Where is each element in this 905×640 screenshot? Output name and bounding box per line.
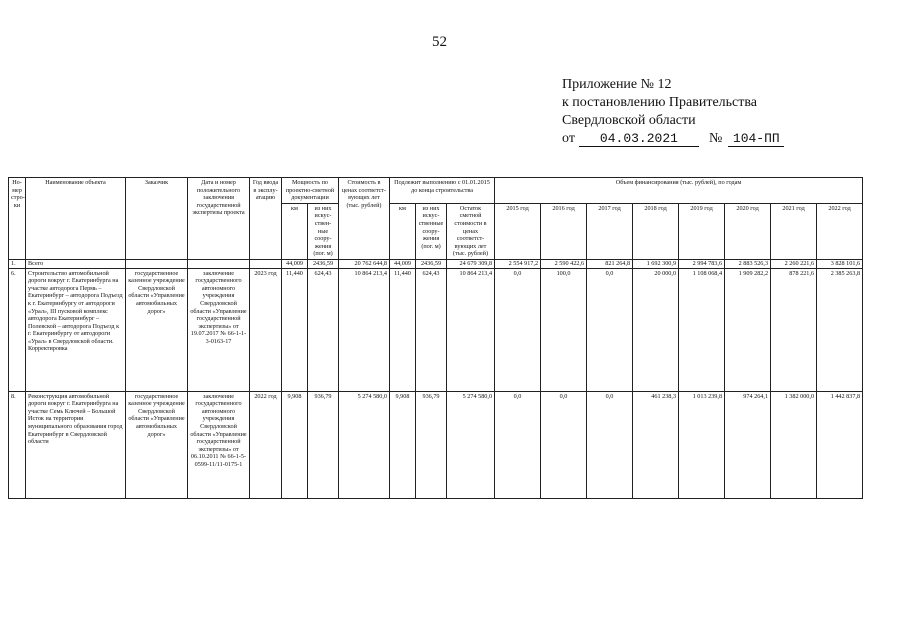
header-year-2020: 2020 год xyxy=(725,203,771,259)
total-2019: 2 994 783,6 xyxy=(679,259,725,268)
header-balance: Остаток сметной стоимости в ценах соответст-вующих лет (тыс. рублей) xyxy=(447,203,495,259)
from-label: от xyxy=(562,131,575,146)
total-name: Всего xyxy=(26,259,126,268)
row-year: 2022 год xyxy=(250,391,282,498)
row-balance: 10 864 213,4 xyxy=(447,268,495,391)
total-2016: 2 590 422,6 xyxy=(541,259,587,268)
header-artificial-remaining: из них искус-ственные соору-жения (пог. м) xyxy=(416,203,447,259)
page-number: 52 xyxy=(432,34,447,50)
row-2019: 1 108 068,4 xyxy=(679,268,725,391)
header-year-2016: 2016 год xyxy=(541,203,587,259)
row-km: 11,440 xyxy=(282,268,308,391)
total-2018: 1 692 300,9 xyxy=(633,259,679,268)
header-object: Наименование объекта xyxy=(26,178,126,260)
row-expertise: заключение государственного автономного учреждения Свердловской области «Управление государственной экспертизы» от 19.07.2017 № 66-1-1-3-0163-17 xyxy=(188,268,250,391)
total-customer xyxy=(126,259,188,268)
row-2020: 974 264,1 xyxy=(725,391,771,498)
row-2017: 0,0 xyxy=(587,391,633,498)
total-2015: 2 554 917,2 xyxy=(495,259,541,268)
total-km: 44,009 xyxy=(282,259,308,268)
header-capacity: Мощность по проектно-сметной документации xyxy=(282,178,339,204)
table-row xyxy=(9,268,863,391)
total-2020: 2 883 526,3 xyxy=(725,259,771,268)
total-artificial: 2436,59 xyxy=(308,259,339,268)
row-customer: государственное казенное учреждение Свердловской области «Управление автомобильных дорог» xyxy=(126,268,188,391)
row-balance: 5 274 580,0 xyxy=(447,391,495,498)
row-year: 2023 год xyxy=(250,268,282,391)
row-2020: 1 909 282,2 xyxy=(725,268,771,391)
total-cost: 20 762 644,8 xyxy=(339,259,390,268)
row-2017: 0,0 xyxy=(587,268,633,391)
decree-number: 104-ПП xyxy=(728,132,784,147)
row-2018: 20 000,0 xyxy=(633,268,679,391)
row-2022: 2 385 263,8 xyxy=(817,268,863,391)
annex-line-3: Свердловской области xyxy=(562,113,696,128)
header-cost: Стоимость в ценах соответст-вующих лет (тыс. рублей) xyxy=(339,178,390,260)
total-balance: 24 679 309,8 xyxy=(447,259,495,268)
header-year-2018: 2018 год xyxy=(633,203,679,259)
number-sign: № xyxy=(708,131,723,146)
row-2022: 1 442 837,8 xyxy=(817,391,863,498)
row-2015: 0,0 xyxy=(495,268,541,391)
row-2019: 1 013 239,8 xyxy=(679,391,725,498)
financing-table xyxy=(8,177,863,499)
row-object-name: Строительство автомобильной дороги вокруг г. Екатеринбурга на участке автодорога Пермь – Екатеринбург – автодорога Подъезд к г. Екатеринбургу от автодороги «Урал», III пусковой комплекс автодорога Екатеринбург – Полевской – автодорога Подъезд к г. Екатеринбургу от автодороги «Урал» в Свердловской области. Корректировка xyxy=(26,268,126,391)
row-2021: 1 382 000,0 xyxy=(771,391,817,498)
row-cost: 5 274 580,0 xyxy=(339,391,390,498)
annex-block xyxy=(562,76,784,148)
row-expertise: заключение государственного автономного учреждения Свердловской области «Управление государственной экспертизы» от 06.10.2011 № 66-1-5-0599-11/11-0175-1 xyxy=(188,391,250,498)
header-row-no: Но-мер стро-ки xyxy=(9,178,26,260)
header-funding: Объем финансирования (тыс. рублей), по годам xyxy=(495,178,863,204)
row-artificial: 936,79 xyxy=(308,391,339,498)
row-2018: 461 238,3 xyxy=(633,391,679,498)
row-km: 9,908 xyxy=(282,391,308,498)
header-year-2017: 2017 год xyxy=(587,203,633,259)
row-cost: 10 864 213,4 xyxy=(339,268,390,391)
annex-line-2: к постановлению Правительства xyxy=(562,95,758,110)
header-expertise: Дата и номер положительного заключения государственной экспертизы проекта xyxy=(188,178,250,260)
header-year-2019: 2019 год xyxy=(679,203,725,259)
header-km-remaining: км xyxy=(390,203,416,259)
header-customer: Заказчик xyxy=(126,178,188,260)
row-artificial-remaining: 624,43 xyxy=(416,268,447,391)
total-no: 1. xyxy=(9,259,26,268)
row-2016: 100,0 xyxy=(541,268,587,391)
total-2021: 2 260 221,6 xyxy=(771,259,817,268)
header-year-2022: 2022 год xyxy=(817,203,863,259)
header-artificial: из них искус-ствен-ные соору-жения (пог. м) xyxy=(308,203,339,259)
total-expertise xyxy=(188,259,250,268)
header-year-2021: 2021 год xyxy=(771,203,817,259)
row-2021: 878 221,6 xyxy=(771,268,817,391)
annex-date-line xyxy=(562,130,784,148)
row-2015: 0,0 xyxy=(495,391,541,498)
row-customer: государственное казенное учреждение Свердловской области «Управление автомобильных дорог» xyxy=(126,391,188,498)
decree-date: 04.03.2021 xyxy=(579,132,699,147)
table-row xyxy=(9,391,863,498)
header-year-2015: 2015 год xyxy=(495,203,541,259)
annex-title: Приложение № 12 xyxy=(562,77,672,92)
total-artificial-remaining: 2436,59 xyxy=(416,259,447,268)
row-artificial-remaining: 936,79 xyxy=(416,391,447,498)
table-row-total xyxy=(9,259,863,268)
row-no: 6. xyxy=(9,268,26,391)
row-km-remaining: 9,908 xyxy=(390,391,416,498)
row-object-name: Реконструкция автомобильной дороги вокруг г. Екатеринбурга на участке Семь Ключей – Большой Исток на территории муниципального образования город Екатеринбург в Свердловской области xyxy=(26,391,126,498)
row-km-remaining: 11,440 xyxy=(390,268,416,391)
total-2022: 3 828 101,6 xyxy=(817,259,863,268)
total-km-remaining: 44,009 xyxy=(390,259,416,268)
row-no: 8. xyxy=(9,391,26,498)
header-row-1 xyxy=(9,178,863,204)
total-year xyxy=(250,259,282,268)
row-artificial: 624,43 xyxy=(308,268,339,391)
row-2016: 0,0 xyxy=(541,391,587,498)
header-remaining: Подлежит выполнению с 01.01.2015 до конца строительства xyxy=(390,178,495,204)
header-year: Год ввода в эксплу-атацию xyxy=(250,178,282,260)
total-2017: 821 264,8 xyxy=(587,259,633,268)
header-km: км xyxy=(282,203,308,259)
